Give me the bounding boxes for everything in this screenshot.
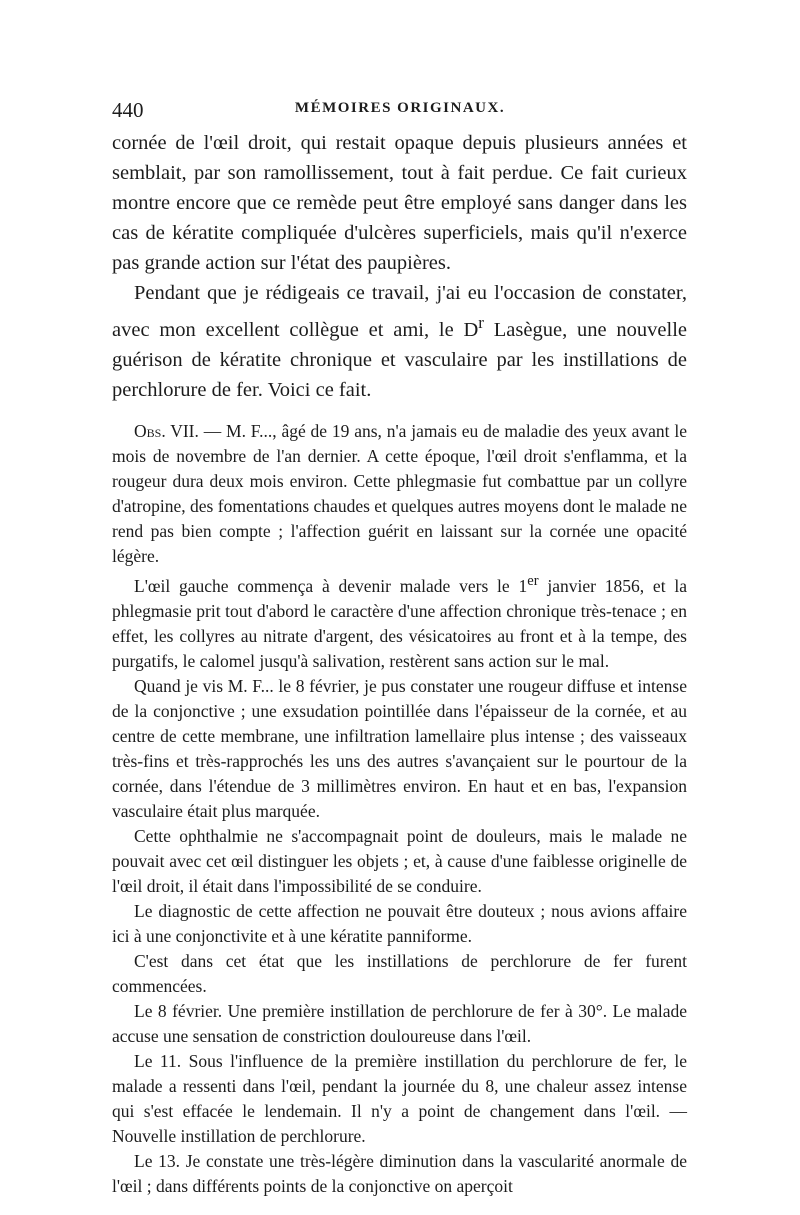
page-header — [112, 98, 688, 128]
paragraph-treatment-start: C'est dans cet état que les instillations de perchlorure de fer furent commencées. — [112, 950, 687, 996]
paragraph-lasegue — [112, 278, 687, 405]
superscript: r — [478, 313, 484, 332]
main-text — [112, 128, 687, 405]
observation-text — [112, 419, 687, 1199]
paragraph-diagnosis: Le diagnostic de cette affection ne pouvait être douteux ; nous avions affaire ici à une conjonctivite et à une kératite panniforme. — [112, 900, 687, 946]
paragraph-left-eye — [112, 569, 687, 674]
paragraph-feb-8: Le 8 février. Une première instillation de perchlorure de fer à 30°. Le malade accuse une sensation de constriction douloureuse dans l'œil. — [112, 1000, 687, 1046]
paragraph-text: L'œil gauche commença à devenir malade vers le 1 — [134, 575, 528, 596]
paragraph-text: — M. F..., âgé de 19 ans, n'a jamais eu de maladie des yeux avant le mois de novembre de l'an dernier. A cette époque, l'œil droit s'enflamma, et la rougeur dura deux mois environ. Cette phlegmasie fut combattue par un collyre d'atropine, des fomentations chaudes et quelques autres moyens dont le malade ne rend pas bien compte ; l'affection guérit en laissant sur la cornée une opacité légère. — [112, 420, 687, 566]
page-number: 440 — [112, 98, 144, 122]
superscript: er — [527, 572, 539, 589]
paragraph-feb-11: Le 11. Sous l'influence de la première instillation du perchlorure de fer, le malade a ressenti dans l'œil, pendant la journée du 8, une chaleur assez intense qui s'est effacée le lendemain. Il n'y a point de changement dans l'œil. — Nouvelle instillation de perchlorure. — [112, 1050, 687, 1146]
paragraph-text: Lasègue, une nouvelle guérison de kératite chronique et vasculaire par les instillations de perchlorure de fer. Voici ce fait. — [112, 318, 688, 401]
paragraph-feb-13: Le 13. Je constate une très-légère diminution dans la vascularité anormale de l'œil ; dans différents points de la conjonctive on aperçoit — [112, 1150, 687, 1196]
paragraph-symptoms: Cette ophthalmie ne s'accompagnait point de douleurs, mais le malade ne pouvait avec cet œil distinguer les objets ; et, à cause d'une faiblesse originelle de l'œil droit, il était dans l'impossibilité de se conduire. — [112, 825, 687, 896]
observation-label: Obs. VII. — [134, 420, 199, 441]
paragraph-examination: Quand je vis M. F... le 8 février, je pus constater une rougeur diffuse et intense de la conjonctive ; une exsudation pointillée dans l'épaisseur de la cornée, et au centre de cette membrane, une infiltration lamellaire plus intense ; des vaisseaux très-fins et très-rapprochés les uns des autres s'avançaient sur le pourtour de la cornée, dans l'étendue de 3 millimètres environ. En haut et en bas, l'expansion vasculaire était plus marquée. — [112, 675, 687, 821]
page-body — [112, 128, 687, 1199]
observation-heading-paragraph — [112, 419, 687, 569]
paragraph-text: Pendant que je rédigeais ce travail, j'ai eu l'occasion de constater, avec mon excellent collègue et ami, le D — [112, 282, 687, 341]
paragraph-text: janvier 1856, et la phlegmasie prit tout d'abord le caractère d'une affection chronique très-tenace ; en effet, les collyres au nitrate d'argent, des vésicatoires au front et à la tempe, des purgatifs, le calomel jusqu'à salivation, restèrent sans action sur le mal. — [112, 575, 687, 671]
running-head: MÉMOIRES ORIGINAUX. — [294, 100, 506, 116]
paragraph-continued: cornée de l'œil droit, qui restait opaque depuis plusieurs années et semblait, par son ramollissement, tout à fait perdue. Ce fait curieux montre encore que ce remède peut être employé sans danger dans les cas de kératite compliquée d'ulcères superficiels, mais qu'il n'exerce pas grande action sur l'état des paupières. — [112, 132, 687, 274]
